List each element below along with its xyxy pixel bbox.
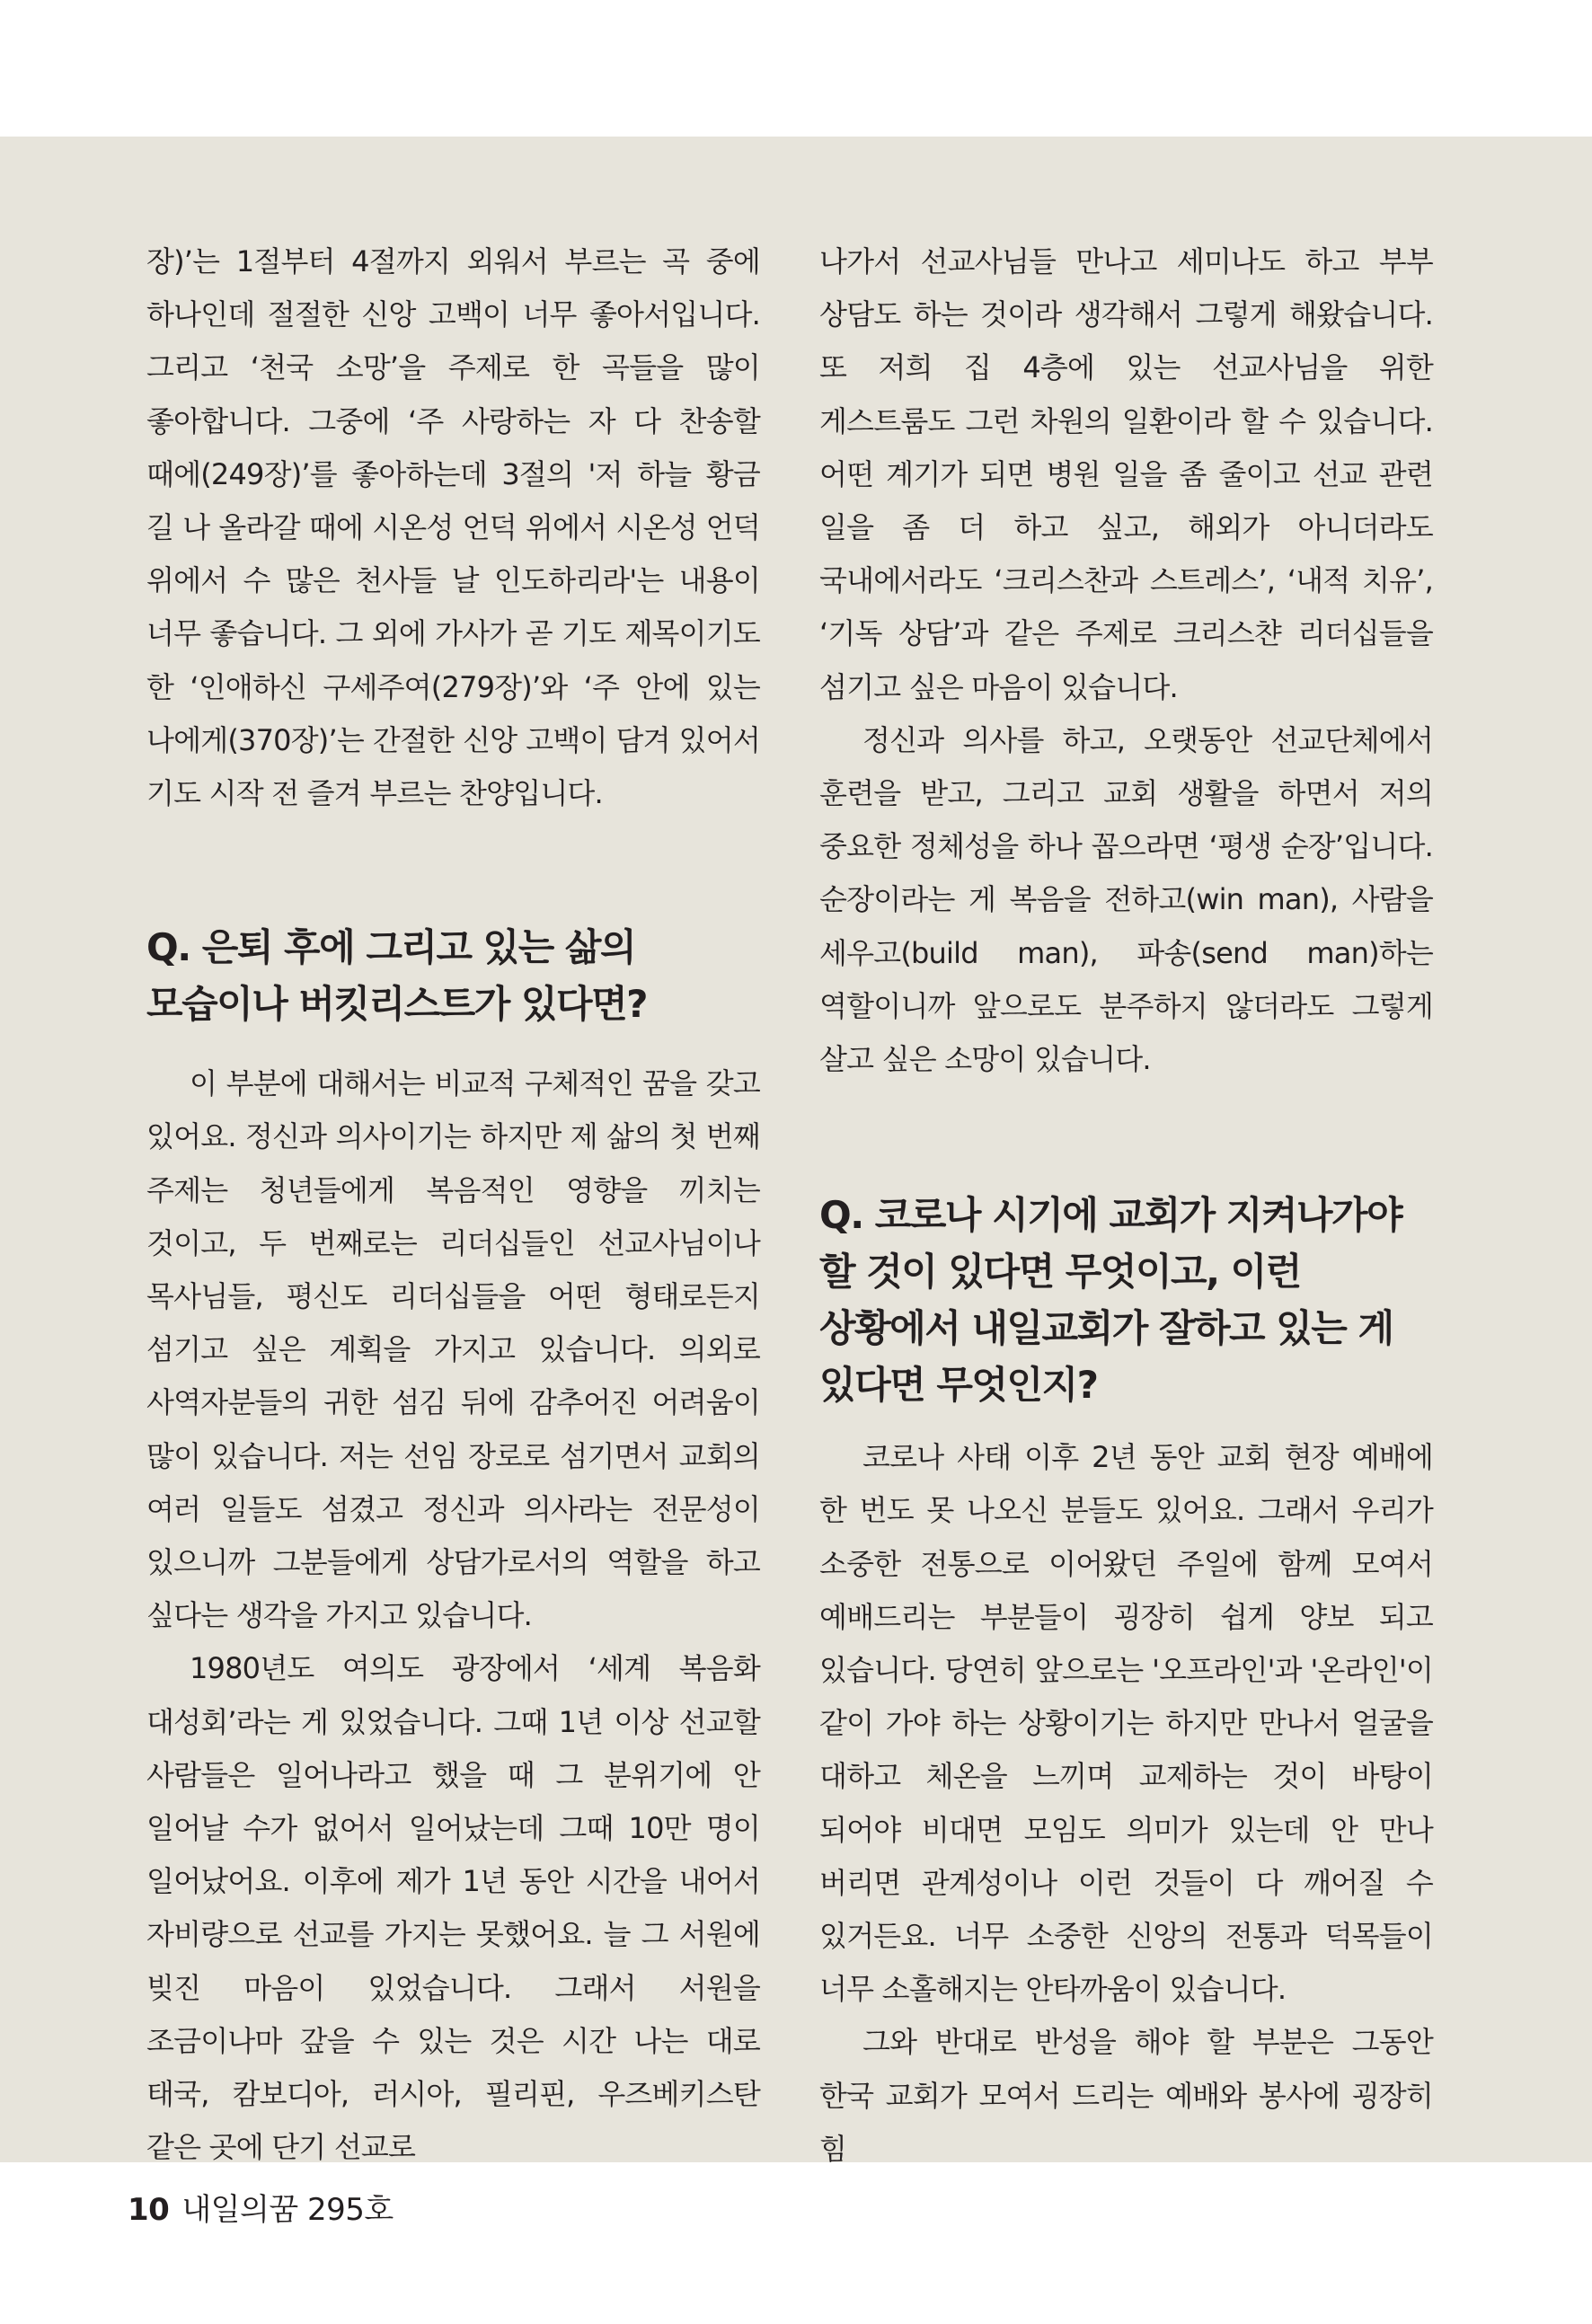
right-paragraph-3: 코로나 사태 이후 2년 동안 교회 현장 예배에 한 번도 못 나오신 분들도 있어요. 그래서 우리가 소중한 전통으로 이어왔던 주일에 함께 모여서 예배드리는 부분들이 굉장히 쉽게 양보 되고 있습니다. 당연히 앞으로는 '오프라인'과 '온라인'이 같이 가야 하는 상황이기는 하지만 만나서 얼굴을 대하고 체온을 느끼며 교제하는 것이 바탕이 되어야 비대면 모임도 의미가 있는데 안 만나 버리면 관계성이나 이런 것들이 다 깨어질 수 있거든요. 너무 소중한 신앙의 전통과 덕목들이 너무 소홀해지는 안타까움이 있습니다. xyxy=(819,1440,1433,2007)
right-paragraph-2: 정신과 의사를 하고, 오랫동안 선교단체에서 훈련을 받고, 그리고 교회 생활을 하면서 저의 중요한 정체성을 하나 꼽으라면 ‘평생 순장’입니다. 순장이라는 게 복음을 전하고(win man), 사람을 세우고(build man), 파송(send man)하는 역할이니까 앞으로도 분주하지 않더라도 그렇게 살고 싶은 소망이 있습니다. xyxy=(819,722,1433,1077)
question-heading-corona: Q. 코로나 시기에 교회가 지켜나가야 할 것이 있다면 무엇이고, 이런 상황에서 내일교회가 잘하고 있는 게 있다면 무엇인지? xyxy=(819,1193,1402,1408)
right-column xyxy=(819,235,1433,2176)
question-heading-bucketlist: Q. 은퇴 후에 그리고 있는 삶의 모습이나 버킷리스트가 있다면? xyxy=(146,925,648,1027)
left-paragraph-3: 1980년도 여의도 광장에서 ‘세계 복음화 대성회’라는 게 있었습니다. 그때 1년 이상 선교할 사람들은 일어나라고 했을 때 그 분위기에 안 일어날 수가 없어서 일어났는데 그때 10만 명이 일어났어요. 이후에 제가 1년 동안 시간을 내어서 자비량으로 선교를 가지는 못했어요. 늘 그 서원에 빚진 마음이 있었습니다. 그래서 서원을 조금이나마 갚을 수 있는 것은 시간 나는 대로 태국, 캄보디아, 러시아, 필리핀, 우즈베키스탄 같은 곳에 단기 선교로 xyxy=(146,1651,760,2165)
left-paragraph-1: 장)’는 1절부터 4절까지 외워서 부르는 곡 중에 하나인데 절절한 신앙 고백이 너무 좋아서입니다. 그리고 ‘천국 소망’을 주제로 한 곡들을 많이 좋아합니다. 그중에 ‘주 사랑하는 자 다 찬송할 때에(249장)’를 좋아하는데 3절의 '저 하늘 황금 길 나 올라갈 때에 시온성 언덕 위에서 시온성 언덕 위에서 수 많은 천사들 날 인도하리라'는 내용이 너무 좋습니다. 그 외에 가사가 곧 기도 제목이기도 한 ‘인애하신 구세주여(279장)’와 ‘주 안에 있는 나에게(370장)’는 간절한 신앙 고백이 담겨 있어서 기도 시작 전 즐겨 부르는 찬양입니다. xyxy=(146,244,760,811)
right-paragraph-1: 나가서 선교사님들 만나고 세미나도 하고 부부 상담도 하는 것이라 생각해서 그렇게 해왔습니다. 또 저희 집 4층에 있는 선교사님을 위한 게스트룸도 그런 차원의 일환이라 할 수 있습니다. 어떤 계기가 되면 병원 일을 좀 줄이고 선교 관련 일을 좀 더 하고 싶고, 해외가 아니더라도 국내에서라도 ‘크리스찬과 스트레스’, ‘내적 치유’, ‘기독 상담’과 같은 주제로 크리스챤 리더십들을 섬기고 싶은 마음이 있습니다. xyxy=(819,244,1433,704)
page-number: 10 xyxy=(128,2192,170,2228)
page-footer xyxy=(128,2192,394,2228)
left-paragraph-2: 이 부분에 대해서는 비교적 구체적인 꿈을 갖고 있어요. 정신과 의사이기는 하지만 제 삶의 첫 번째 주제는 청년들에게 복음적인 영향을 끼치는 것이고, 두 번째로는 리더십들인 선교사님이나 목사님들, 평신도 리더십들을 어떤 형태로든지 섬기고 싶은 계획을 가지고 있습니다. 의외로 사역자분들의 귀한 섬김 뒤에 감추어진 어려움이 많이 있습니다. 저는 선임 장로로 섬기면서 교회의 여러 일들도 섬겼고 정신과 의사라는 전문성이 있으니까 그분들에게 상담가로서의 역할을 하고 싶다는 생각을 가지고 있습니다. xyxy=(146,1066,760,1633)
publication-title: 내일의꿈 295호 xyxy=(181,2192,394,2228)
right-paragraph-4: 그와 반대로 반성을 해야 할 부분은 그동안 한국 교회가 모여서 드리는 예배와 봉사에 굉장히 힘 xyxy=(819,2025,1433,2166)
left-column xyxy=(146,235,760,2175)
